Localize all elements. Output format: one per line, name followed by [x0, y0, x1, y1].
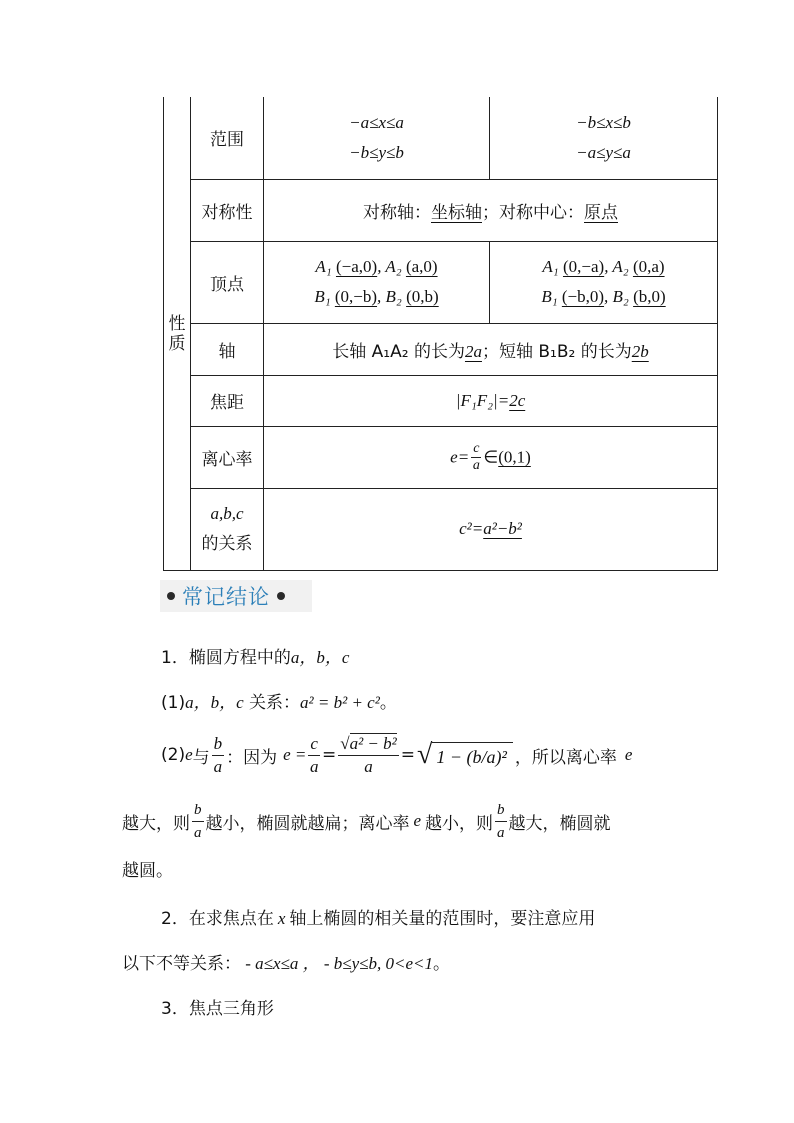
line4-frac-2-a: a	[497, 824, 505, 841]
vertex-b2-value-2: (b,0)	[633, 287, 666, 307]
sub2-frac-c: c	[308, 733, 320, 756]
group-label-char-1: 性	[168, 313, 186, 334]
sub1-end: 。	[379, 693, 397, 713]
sub2-sqrt-num-text: a² − b²	[349, 733, 397, 753]
section-heading-title: 常记结论	[182, 585, 270, 609]
sub1-vars: a，b，c	[185, 693, 244, 712]
vertex-b1-value: (0,−b)	[334, 287, 378, 307]
section-heading	[160, 580, 312, 612]
vertex-b-line-1: B₁ (0,−b), B₂ (0,b)	[314, 287, 439, 307]
sub2-tail-e: e	[624, 745, 633, 764]
vertex-a-line-2: A₁ (0,−a), A₂ (0,a)	[542, 257, 665, 277]
sub2-frac-ba	[212, 733, 225, 778]
sub2-eq1: e =	[283, 745, 307, 764]
vertex-b1-label-2: B₁	[541, 287, 558, 307]
sub2-because: ：因为	[226, 747, 278, 768]
relation-label-2: 的关系	[201, 534, 253, 555]
vertex-b2-label-2: B₂	[612, 287, 629, 307]
row-label-symmetry: 对称性	[191, 179, 264, 241]
line4-frac-2-b: b	[495, 799, 507, 822]
sub2-eq2: =	[321, 745, 337, 765]
ecc-den: a	[472, 457, 480, 473]
ecc-fraction	[471, 441, 481, 474]
properties-table	[163, 97, 718, 571]
axis-row	[164, 323, 718, 375]
sub2-frac-b: b	[212, 733, 225, 756]
line4-text-4: 越大，椭圆就	[508, 813, 611, 834]
item-1-vars: a，b，c	[290, 648, 350, 667]
line4-frac-1	[192, 799, 204, 844]
vertex-a1-label-2: A₁	[542, 257, 559, 277]
line4-text-1: 越大，则	[122, 813, 190, 834]
sub1-formula: a² = b² + c²	[300, 693, 380, 712]
axis-cell	[264, 323, 718, 375]
relation-cell	[264, 488, 718, 570]
axis-minor: 2b	[631, 341, 649, 361]
vertex-b2-value: (0,b)	[406, 287, 439, 307]
focal-row	[164, 375, 718, 426]
sub2-frac-ca	[308, 733, 320, 778]
item2b-text-1: 以下不等关系：	[122, 954, 241, 974]
axis-text-2: ；短轴 B₁B₂ 的长为	[481, 341, 632, 362]
sub2-sqrt-inner: 1 − (b/a)²	[432, 742, 513, 767]
range-y-2: −a≤y≤a	[576, 142, 631, 162]
range-x-1: −a≤x≤a	[349, 112, 404, 132]
sub2-e: e	[185, 745, 193, 764]
sub2-frac-a: a	[213, 756, 223, 776]
relation-row	[164, 488, 718, 570]
line-4	[122, 796, 611, 846]
symmetry-mid: ；对称中心：	[482, 202, 584, 223]
item2b-end: 。	[432, 954, 450, 974]
item2-text-2: 轴上椭圆的相关量的范围时，要注意应用	[289, 909, 596, 929]
vertex-b1-label: B₁	[314, 287, 331, 307]
range-x-2: −b≤x≤b	[576, 112, 631, 132]
vertex-row	[164, 241, 718, 323]
symmetry-row	[164, 179, 718, 241]
sub2-frac-a2: a	[309, 756, 319, 776]
relation-label-1: a,b,c	[210, 504, 244, 524]
sub2-with: 与	[192, 747, 210, 768]
axis-text-1: 长轴 A₁A₂ 的长为	[332, 341, 465, 362]
ecc-interval: (0,1)	[498, 447, 531, 467]
eccentricity-row	[164, 426, 718, 488]
sub2-prefix: (2)	[161, 745, 186, 765]
item-2-continued	[122, 949, 450, 974]
sub1-mid: 关系：	[243, 693, 301, 713]
ecc-num: c	[473, 440, 480, 456]
focal-lhs: |F₁F₂|=	[455, 390, 510, 410]
vertex-a1-value-2: (0,−a)	[562, 257, 605, 277]
focal-cell	[264, 375, 718, 426]
sqrt-icon-large: √	[416, 739, 433, 770]
vertex-cell-1	[264, 241, 490, 323]
vertex-b2-label: B₂	[385, 287, 402, 307]
line-5: 越圆。	[122, 861, 173, 881]
sub2-sqrt-num	[338, 733, 399, 756]
group-label-char-2: 质	[168, 333, 186, 354]
line4-e: e	[413, 811, 422, 830]
bullet-icon-right	[277, 592, 285, 600]
item2-text-1: 2．在求焦点在	[161, 909, 274, 929]
bullet-icon	[167, 592, 175, 600]
item2b-ineq: - a≤x≤a ， - b≤y≤b, 0<e<1	[241, 954, 433, 973]
item-3: 3．焦点三角形	[161, 999, 274, 1019]
item2-x: x	[277, 909, 286, 928]
vertex-b-line-2: B₁ (−b,0), B₂ (b,0)	[541, 287, 666, 307]
symmetry-prefix: 对称轴：	[363, 202, 431, 223]
line4-frac-1-a: a	[194, 824, 202, 841]
symmetry-cell	[264, 179, 718, 241]
focal-value: 2c	[509, 390, 526, 410]
row-label-relation	[191, 488, 264, 570]
sub2-sqrt-outer	[417, 739, 513, 771]
sub-item-2	[161, 728, 632, 782]
vertex-a1-label: A₁	[315, 257, 332, 277]
row-label-eccentricity: 离心率	[191, 426, 264, 488]
relation-lhs: c²=	[459, 519, 484, 539]
ecc-in: ∈	[483, 447, 499, 468]
sub2-frac-sqrt	[338, 733, 399, 778]
sqrt-icon: √	[340, 733, 350, 753]
line4-frac-2	[495, 799, 507, 844]
line4-frac-1-b: b	[192, 799, 204, 822]
vertex-a2-label-2: A₂	[612, 257, 629, 277]
range-row	[164, 97, 718, 179]
sub1-prefix: (1)	[161, 693, 186, 713]
range-cell-2	[490, 97, 718, 179]
row-label-focal: 焦距	[191, 375, 264, 426]
axis-major: 2a	[464, 341, 482, 361]
sub2-eq3: =	[400, 745, 415, 765]
range-cell-1	[264, 97, 490, 179]
vertex-a2-value-2: (0,a)	[632, 257, 665, 277]
symmetry-axis: 坐标轴	[431, 202, 482, 223]
eccentricity-cell	[264, 426, 718, 488]
vertex-cell-2	[490, 241, 718, 323]
sub-item-1	[161, 688, 397, 713]
item-1-text: 1．椭圆方程中的	[161, 648, 291, 668]
row-label-vertex: 顶点	[191, 241, 264, 323]
row-label-axis: 轴	[191, 323, 264, 375]
sub2-sqrt-den: a	[364, 756, 373, 776]
vertex-b1-value-2: (−b,0)	[561, 287, 605, 307]
relation-rhs: a²−b²	[483, 519, 522, 539]
vertex-a1-value: (−a,0)	[335, 257, 378, 277]
vertex-a2-value: (a,0)	[405, 257, 438, 277]
range-y-1: −b≤y≤b	[349, 142, 404, 162]
line4-text-2: 越小，椭圆就越扁；离心率	[205, 813, 410, 834]
line4-text-3: 越小，则	[425, 813, 494, 834]
ecc-lhs: e=	[450, 447, 470, 467]
group-label-properties	[164, 97, 191, 571]
symmetry-center: 原点	[584, 202, 618, 223]
item-2	[161, 904, 595, 929]
sub2-tail: ，所以离心率	[514, 747, 617, 768]
item-1	[161, 643, 349, 668]
row-label-range: 范围	[191, 97, 264, 179]
vertex-a2-label: A₂	[385, 257, 402, 277]
vertex-a-line-1: A₁ (−a,0), A₂ (a,0)	[315, 257, 438, 277]
